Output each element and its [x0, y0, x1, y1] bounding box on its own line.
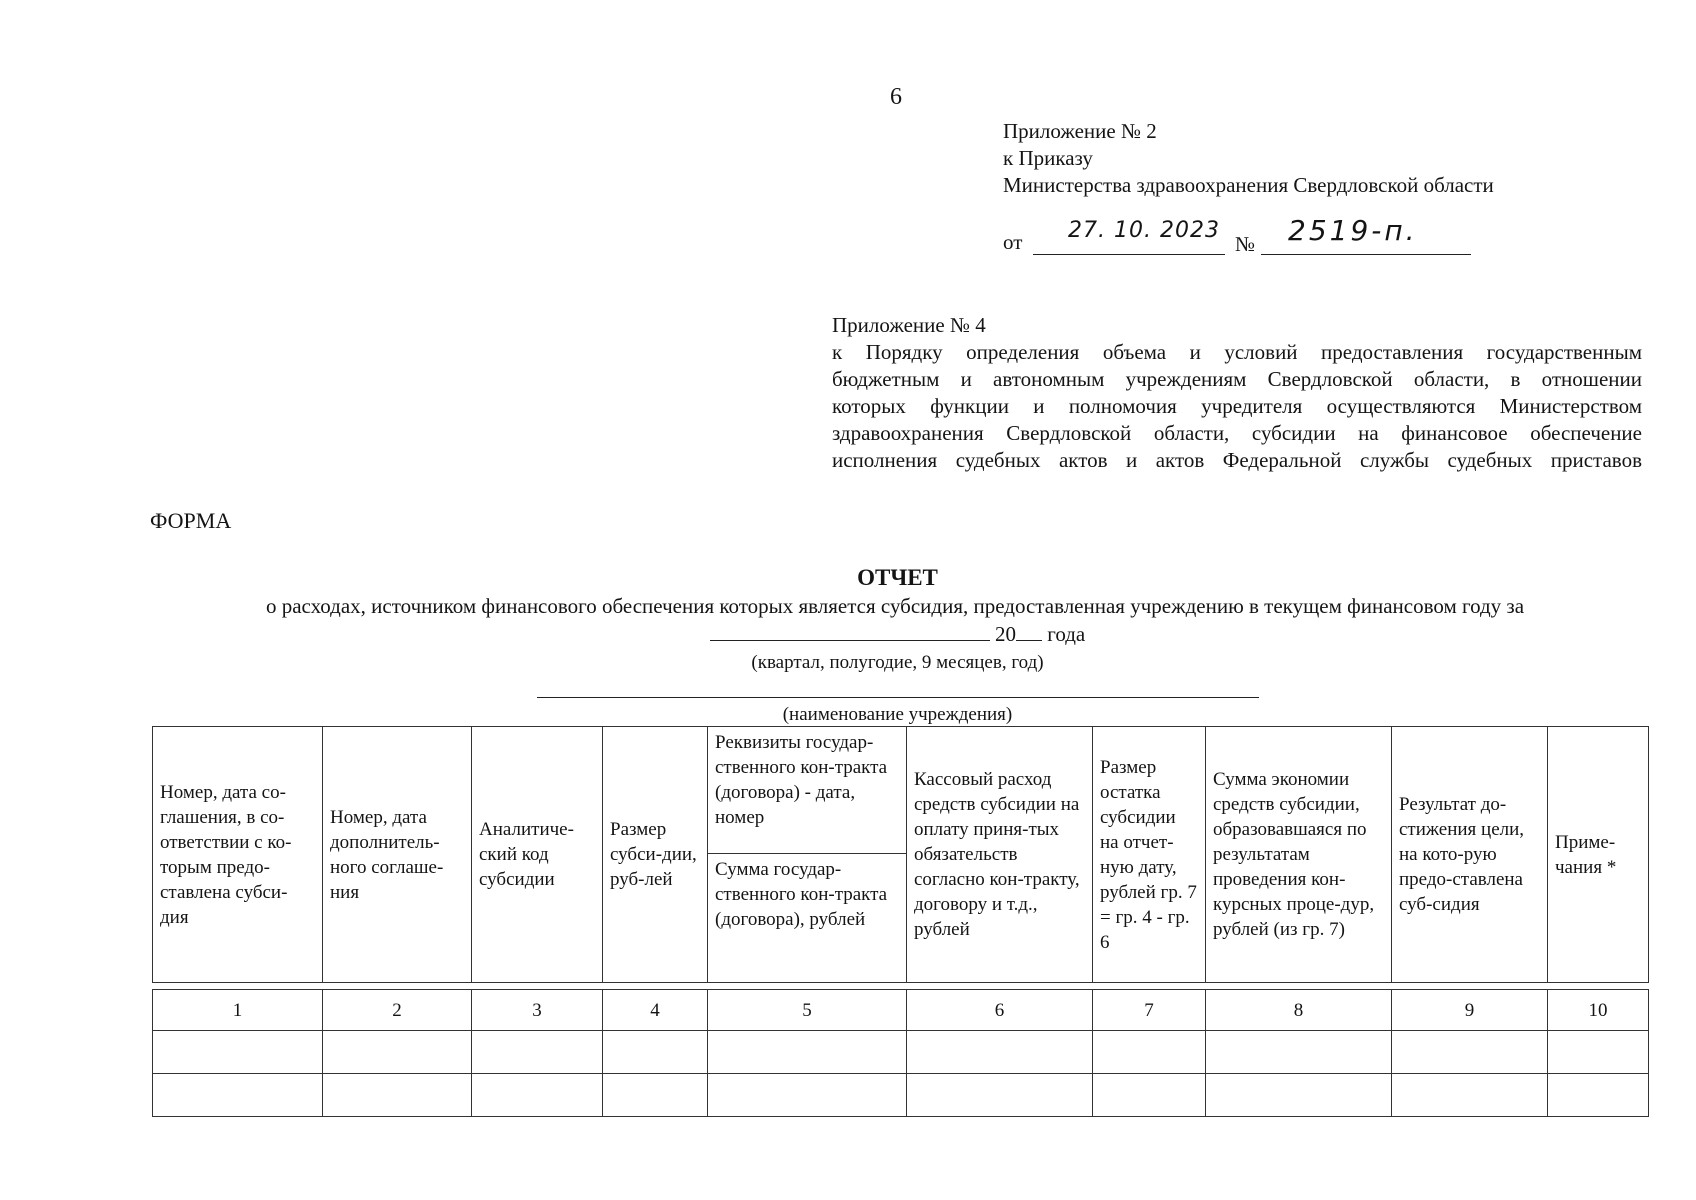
- table-cell: [323, 1074, 472, 1117]
- table-cell: [472, 1031, 603, 1074]
- table-row: [153, 1074, 1649, 1117]
- form-label: ФОРМА: [150, 508, 232, 533]
- appendix-line: бюджетным и автономным учреждениям Свердловской области, в отношении: [832, 367, 1642, 391]
- year-blank: [1016, 622, 1042, 641]
- period-year-prefix: 20: [995, 622, 1016, 646]
- header-cell: Результат до-стижения цели, на кото-рую предо-ставлена суб-сидия: [1392, 727, 1548, 983]
- appendix-line: которых функции и полномочия учредителя осуществляются Министерством: [832, 394, 1642, 418]
- table-cell: [1548, 1031, 1649, 1074]
- table-gap: [153, 983, 1649, 990]
- report-title: ОТЧЕТ: [857, 565, 938, 590]
- appendix-line: здравоохранения Свердловской области, субсидии на финансовое обеспечение: [832, 421, 1642, 445]
- header-cell: Номер, дата дополнитель-ного соглаше-ния: [323, 727, 472, 983]
- date-label: от: [1003, 230, 1023, 254]
- approval-block: [1003, 118, 1494, 199]
- table-cell: [603, 1031, 708, 1074]
- column-number-cell: 9: [1392, 990, 1548, 1031]
- table-cell: [1206, 1031, 1392, 1074]
- header-cell: Реквизиты государ-ственного кон-тракта (договора) - дата, номер: [708, 727, 907, 854]
- table-cell: [708, 1074, 907, 1117]
- header-cell: Сумма государ-ственного кон-тракта (договора), рублей: [708, 854, 907, 983]
- table-header-row: [153, 727, 1649, 854]
- table-cell: [323, 1031, 472, 1074]
- column-number-row: [153, 990, 1649, 1031]
- header-cell: Сумма экономии средств субсидии, образовавшаяся по результатам проведения кон-курсных проце-дур, рублей (из гр. 7): [1206, 727, 1392, 983]
- report-subtitle: о расходах, источником финансового обеспечения которых является субсидия, предоставленная учреждению в текущем финансовом году за: [265, 594, 1525, 618]
- header-cell: Номер, дата со-глашения, в со-ответствии с ко-торым предо-ставлена субси-дия: [153, 727, 323, 983]
- table-cell: [1548, 1074, 1649, 1117]
- org-hint: (наименование учреждения): [782, 704, 1013, 725]
- period-hint: (квартал, полугодие, 9 месяцев, год): [751, 652, 1044, 673]
- date-underline: [1033, 254, 1225, 255]
- header-cell: Аналитиче-ский код субсидии: [472, 727, 603, 983]
- table-cell: [153, 1031, 323, 1074]
- header-cell: Кассовый расход средств субсидии на оплату приня-тых обязательств согласно кон-тракту, договору и т.д., рублей: [907, 727, 1093, 983]
- column-number-cell: 2: [323, 990, 472, 1031]
- header-cell: Размер остатка субсидии на отчет-ную дату, рублей гр. 7 = гр. 4 - гр. 6: [1093, 727, 1206, 983]
- table-cell: [153, 1074, 323, 1117]
- table-cell: [907, 1031, 1093, 1074]
- appendix-block: [832, 312, 1642, 474]
- appendix-line: исполнения судебных актов и актов Федеральной службы судебных приставов: [832, 448, 1642, 472]
- column-number-cell: 7: [1093, 990, 1206, 1031]
- column-number-cell: 5: [708, 990, 907, 1031]
- table-cell: [1093, 1031, 1206, 1074]
- approval-date-number: [1003, 214, 1473, 254]
- header-cell: Приме-чания *: [1548, 727, 1649, 983]
- approval-line: Министерства здравоохранения Свердловской области: [1003, 173, 1494, 197]
- table-cell: [472, 1074, 603, 1117]
- column-number-cell: 1: [153, 990, 323, 1031]
- table-cell: [1392, 1031, 1548, 1074]
- period-line: [0, 622, 1696, 647]
- number-value: 2519-п.: [1288, 214, 1418, 247]
- column-number-cell: 4: [603, 990, 708, 1031]
- table-cell: [907, 1074, 1093, 1117]
- number-underline: [1261, 254, 1471, 255]
- column-number-cell: 3: [472, 990, 603, 1031]
- approval-line: к Приказу: [1003, 146, 1093, 170]
- column-number-cell: 8: [1206, 990, 1392, 1031]
- table-cell: [603, 1074, 708, 1117]
- period-year-suffix: года: [1047, 622, 1086, 646]
- appendix-title: Приложение № 4: [832, 313, 986, 337]
- column-number-cell: 6: [907, 990, 1093, 1031]
- table-cell: [1392, 1074, 1548, 1117]
- appendix-line: к Порядку определения объема и условий предоставления государственным: [832, 340, 1642, 364]
- page-number: 6: [890, 84, 902, 110]
- table-cell: [708, 1031, 907, 1074]
- approval-line: Приложение № 2: [1003, 119, 1157, 143]
- table-cell: [1206, 1074, 1392, 1117]
- number-label: №: [1235, 232, 1256, 256]
- org-name-underline: [537, 697, 1259, 698]
- date-value: 27. 10. 2023: [1068, 218, 1220, 243]
- header-cell: Размер субси-дии, руб-лей: [603, 727, 708, 983]
- report-table: [152, 726, 1649, 1117]
- table-row: [153, 1031, 1649, 1074]
- table-cell: [1093, 1074, 1206, 1117]
- column-number-cell: 10: [1548, 990, 1649, 1031]
- period-blank: [710, 622, 990, 641]
